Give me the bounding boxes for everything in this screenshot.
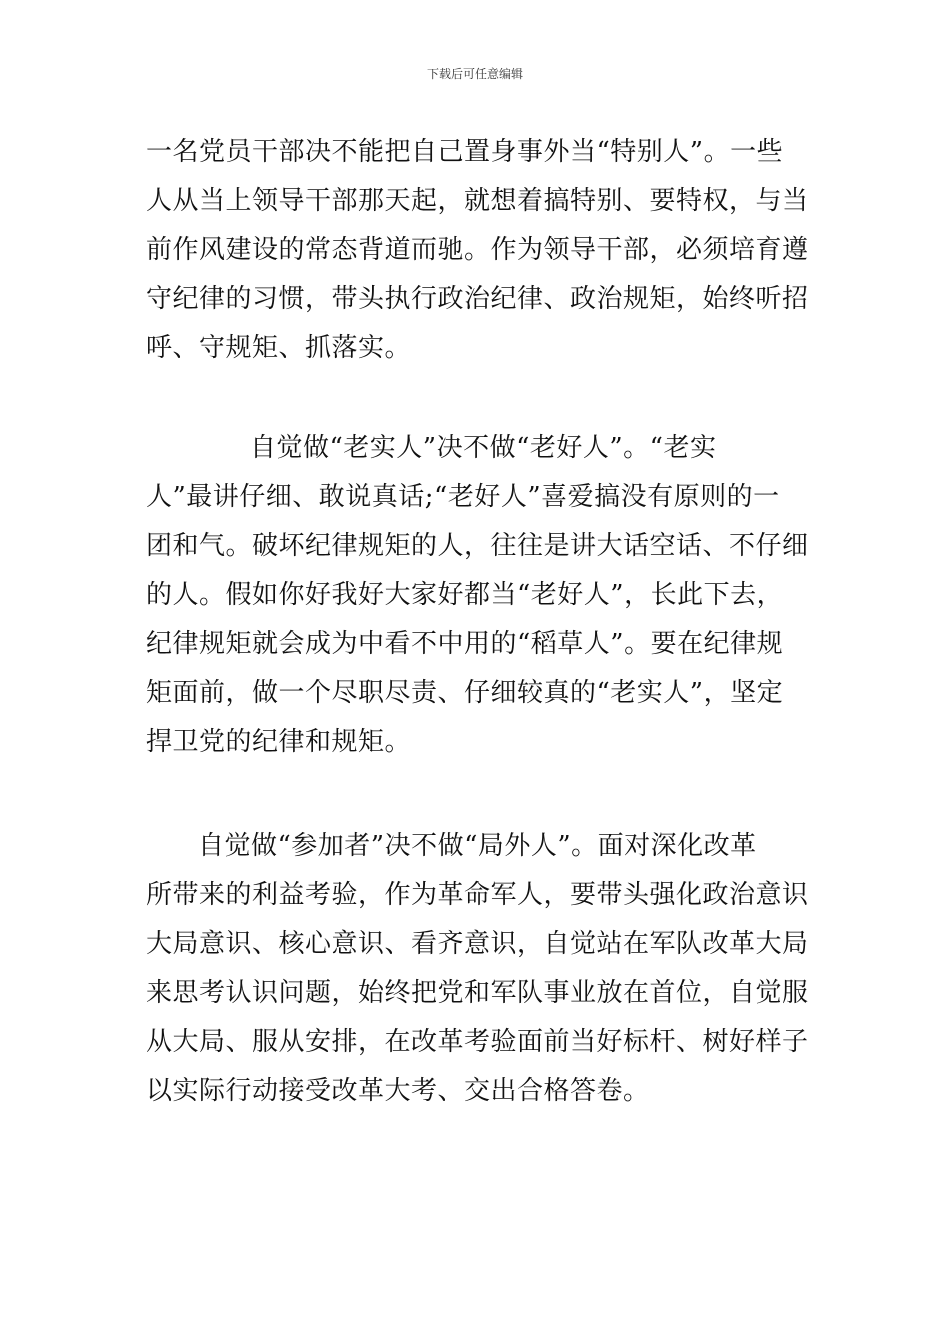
paragraph-line: 团和气。破坏纪律规矩的人，往往是讲大话空话、不仔细 (146, 531, 809, 561)
paragraph-line: 的人。假如你好我好大家好都当“老好人”，长此下去， (146, 580, 784, 610)
paragraph-line: 自觉做“老实人”决不做“老好人”。“老实 (250, 433, 717, 463)
paragraph-participant (146, 822, 810, 1116)
paragraph-line: 人”最讲仔细、敢说真话;“老好人”喜爱搞没有原则的一 (146, 482, 780, 512)
paragraph-line: 一名党员干部决不能把自己置身事外当“特别人”。一些 (146, 137, 784, 167)
paragraph-line: 来思考认识问题，始终把党和军队事业放在首位，自觉服 (146, 978, 809, 1008)
paragraph-line: 守纪律的习惯，带头执行政治纪律、政治规矩，始终听招 (146, 284, 809, 314)
paragraph-line: 捍卫党的纪律和规矩。 (146, 727, 412, 757)
paragraph-line: 前作风建设的常态背道而驰。作为领导干部，必须培育遵 (146, 235, 809, 265)
paragraph-line: 自觉做“参加者”决不做“局外人”。面对深化改革 (198, 831, 757, 861)
paragraph-line: 呼、守规矩、抓落实。 (146, 333, 412, 363)
paragraph-line: 以实际行动接受改革大考、交出合格答卷。 (146, 1076, 650, 1106)
header-note: 下载后可任意编辑 (426, 67, 523, 81)
paragraph-honest-person (146, 424, 810, 767)
paragraph-line: 从大局、服从安排，在改革考验面前当好标杆、树好样子 (146, 1027, 809, 1057)
paragraph-line: 矩面前，做一个尽职尽责、仔细较真的“老实人”，坚定 (146, 678, 784, 708)
paragraph-line: 人从当上领导干部那天起，就想着搞特别、要特权，与当 (146, 186, 809, 216)
paragraph-line: 大局意识、核心意识、看齐意识，自觉站在军队改革大局 (146, 929, 809, 959)
paragraph-line: 所带来的利益考验，作为革命军人，要带头强化政治意识 (146, 880, 809, 910)
paragraph-special-person (146, 128, 810, 373)
paragraph-line: 纪律规矩就会成为中看不中用的“稻草人”。要在纪律规 (146, 629, 784, 659)
